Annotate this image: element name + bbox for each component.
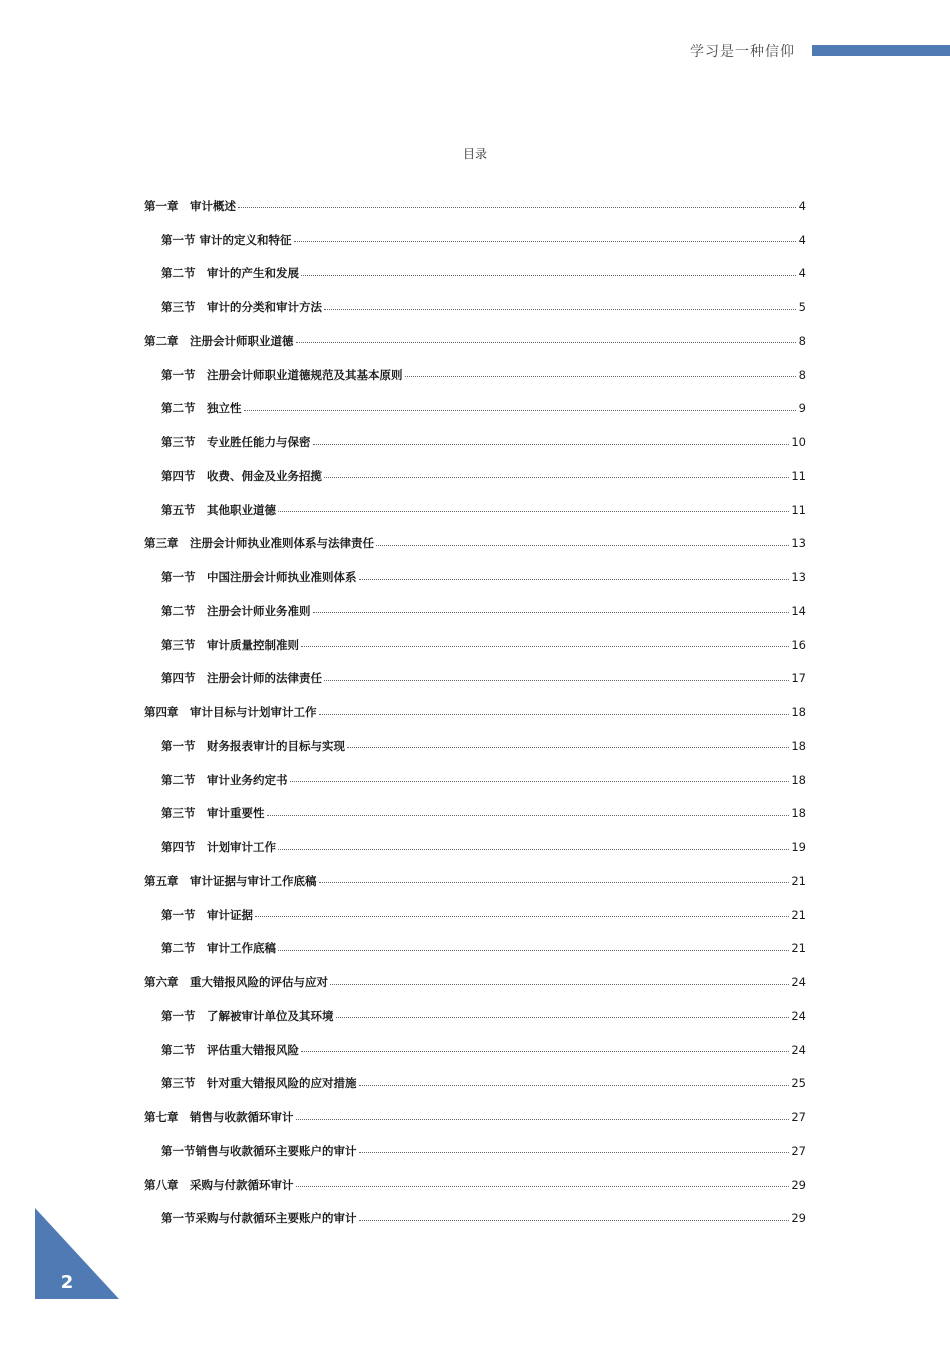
toc-entry-page: 27	[791, 1143, 806, 1158]
toc-chapter-entry[interactable]	[144, 527, 806, 561]
toc-dot-leader	[336, 1017, 790, 1018]
toc-entry-page: 29	[791, 1177, 806, 1192]
toc-dot-leader	[359, 1085, 790, 1086]
toc-entry-label: 第二节 评估重大错报风险	[161, 1042, 299, 1057]
toc-entry-page: 18	[791, 772, 806, 787]
toc-section-entry[interactable]	[144, 493, 806, 527]
toc-entry-label: 第二节 审计业务约定书	[161, 772, 288, 787]
toc-entry-page: 19	[791, 840, 806, 855]
toc-entry-page: 24	[791, 975, 806, 990]
toc-section-entry[interactable]	[144, 392, 806, 426]
toc-entry-label: 第七章 销售与收款循环审计	[144, 1110, 294, 1125]
toc-section-entry[interactable]	[144, 1033, 806, 1067]
toc-dot-leader	[301, 646, 789, 647]
toc-section-entry[interactable]	[144, 290, 806, 324]
toc-entry-page: 21	[791, 873, 806, 888]
toc-section-entry[interactable]	[144, 459, 806, 493]
toc-dot-leader	[405, 376, 797, 377]
toc-entry-page: 10	[791, 435, 806, 450]
toc-entry-label: 第一节 注册会计师职业道德规范及其基本原则	[161, 367, 403, 382]
toc-dot-leader	[238, 207, 796, 208]
toc-dot-leader	[294, 241, 796, 242]
toc-dot-leader	[296, 342, 797, 343]
toc-section-entry[interactable]	[144, 729, 806, 763]
toc-chapter-entry[interactable]	[144, 965, 806, 999]
toc-section-entry[interactable]	[144, 223, 806, 257]
toc-entry-page: 5	[798, 300, 806, 315]
toc-entry-label: 第三节 审计的分类和审计方法	[161, 300, 322, 315]
toc-entry-page: 11	[791, 502, 806, 517]
toc-dot-leader	[324, 309, 796, 310]
toc-entry-label: 第一节销售与收款循环主要账户的审计	[161, 1143, 357, 1158]
toc-dot-leader	[313, 612, 790, 613]
toc-dot-leader	[359, 579, 790, 580]
toc-entry-label: 第四节 注册会计师的法律责任	[161, 671, 322, 686]
toc-section-entry[interactable]	[144, 1067, 806, 1101]
toc-entry-label: 第二节 审计工作底稿	[161, 941, 276, 956]
toc-entry-page: 8	[798, 333, 806, 348]
toc-section-entry[interactable]	[144, 932, 806, 966]
toc-section-entry[interactable]	[144, 560, 806, 594]
toc-section-entry[interactable]	[144, 999, 806, 1033]
toc-dot-leader	[301, 1051, 789, 1052]
toc-entry-label: 第二章 注册会计师职业道德	[144, 333, 294, 348]
toc-entry-label: 第一节 中国注册会计师执业准则体系	[161, 570, 357, 585]
toc-dot-leader	[267, 815, 790, 816]
header-accent-bar	[812, 45, 950, 56]
toc-entry-page: 21	[791, 907, 806, 922]
toc-chapter-entry[interactable]	[144, 1100, 806, 1134]
toc-chapter-entry[interactable]	[144, 1168, 806, 1202]
toc-entry-page: 4	[798, 232, 806, 247]
toc-dot-leader	[359, 1152, 790, 1153]
toc-entry-page: 16	[791, 637, 806, 652]
toc-chapter-entry[interactable]	[144, 864, 806, 898]
toc-section-entry[interactable]	[144, 763, 806, 797]
toc-chapter-entry[interactable]	[144, 324, 806, 358]
toc-dot-leader	[255, 916, 789, 917]
toc-section-entry[interactable]	[144, 898, 806, 932]
toc-entry-label: 第二节 注册会计师业务准则	[161, 603, 311, 618]
toc-entry-label: 第一节 审计的定义和特征	[161, 232, 292, 247]
toc-entry-label: 第二节 审计的产生和发展	[161, 266, 299, 281]
toc-entry-page: 11	[791, 468, 806, 483]
toc-entry-label: 第一章 审计概述	[144, 198, 236, 213]
toc-dot-leader	[278, 849, 789, 850]
toc-entry-label: 第三节 专业胜任能力与保密	[161, 435, 311, 450]
toc-entry-label: 第一节 审计证据	[161, 907, 253, 922]
table-of-contents	[144, 189, 806, 1235]
toc-dot-leader	[301, 275, 796, 276]
toc-entry-page: 24	[791, 1008, 806, 1023]
toc-entry-page: 4	[798, 198, 806, 213]
toc-entry-label: 第八章 采购与付款循环审计	[144, 1177, 294, 1192]
toc-entry-label: 第三章 注册会计师执业准则体系与法律责任	[144, 536, 374, 551]
toc-entry-label: 第一节 财务报表审计的目标与实现	[161, 738, 345, 753]
toc-entry-label: 第一节 了解被审计单位及其环境	[161, 1008, 334, 1023]
toc-dot-leader	[290, 781, 790, 782]
toc-entry-page: 13	[791, 570, 806, 585]
toc-entry-page: 25	[791, 1076, 806, 1091]
toc-entry-page: 18	[791, 705, 806, 720]
toc-entry-page: 14	[791, 603, 806, 618]
toc-entry-label: 第五章 审计证据与审计工作底稿	[144, 873, 317, 888]
toc-title: 目录	[462, 147, 487, 161]
toc-entry-label: 第三节 审计重要性	[161, 806, 265, 821]
toc-entry-page: 18	[791, 806, 806, 821]
toc-entry-page: 17	[791, 671, 806, 686]
toc-dot-leader	[296, 1119, 790, 1120]
toc-section-entry[interactable]	[144, 594, 806, 628]
toc-dot-leader	[347, 747, 789, 748]
toc-entry-label: 第一节采购与付款循环主要账户的审计	[161, 1211, 357, 1226]
toc-section-entry[interactable]	[144, 830, 806, 864]
toc-dot-leader	[244, 410, 797, 411]
toc-dot-leader	[278, 950, 789, 951]
toc-section-entry[interactable]	[144, 257, 806, 291]
toc-entry-page: 13	[791, 536, 806, 551]
toc-entry-page: 8	[798, 367, 806, 382]
toc-entry-page: 29	[791, 1211, 806, 1226]
toc-dot-leader	[296, 1186, 790, 1187]
toc-dot-leader	[319, 882, 790, 883]
toc-section-entry[interactable]	[144, 358, 806, 392]
toc-chapter-entry[interactable]	[144, 695, 806, 729]
toc-entry-label: 第二节 独立性	[161, 401, 242, 416]
toc-entry-page: 18	[791, 738, 806, 753]
toc-entry-label: 第六章 重大错报风险的评估与应对	[144, 975, 328, 990]
toc-dot-leader	[278, 511, 789, 512]
toc-entry-label: 第四节 收费、佣金及业务招揽	[161, 468, 322, 483]
toc-dot-leader	[359, 1220, 790, 1221]
toc-dot-leader	[319, 714, 790, 715]
corner-triangle	[35, 1208, 119, 1299]
toc-dot-leader	[324, 680, 789, 681]
toc-entry-page: 21	[791, 941, 806, 956]
toc-entry-page: 24	[791, 1042, 806, 1057]
toc-chapter-entry[interactable]	[144, 189, 806, 223]
toc-entry-page: 4	[798, 266, 806, 281]
toc-dot-leader	[330, 984, 789, 985]
toc-dot-leader	[376, 545, 789, 546]
header-slogan: 学习是一种信仰	[690, 44, 795, 60]
toc-entry-label: 第五节 其他职业道德	[161, 502, 276, 517]
toc-entry-label: 第四章 审计目标与计划审计工作	[144, 705, 317, 720]
page-number: 2	[60, 1272, 74, 1293]
toc-entry-page: 9	[798, 401, 806, 416]
toc-section-entry[interactable]	[144, 797, 806, 831]
toc-dot-leader	[313, 444, 790, 445]
toc-section-entry[interactable]	[144, 1202, 806, 1236]
toc-entry-label: 第三节 审计质量控制准则	[161, 637, 299, 652]
toc-entry-label: 第四节 计划审计工作	[161, 840, 276, 855]
toc-section-entry[interactable]	[144, 628, 806, 662]
toc-section-entry[interactable]	[144, 662, 806, 696]
toc-section-entry[interactable]	[144, 425, 806, 459]
toc-entry-page: 27	[791, 1110, 806, 1125]
toc-section-entry[interactable]	[144, 1134, 806, 1168]
toc-entry-label: 第三节 针对重大错报风险的应对措施	[161, 1076, 357, 1091]
toc-dot-leader	[324, 477, 789, 478]
